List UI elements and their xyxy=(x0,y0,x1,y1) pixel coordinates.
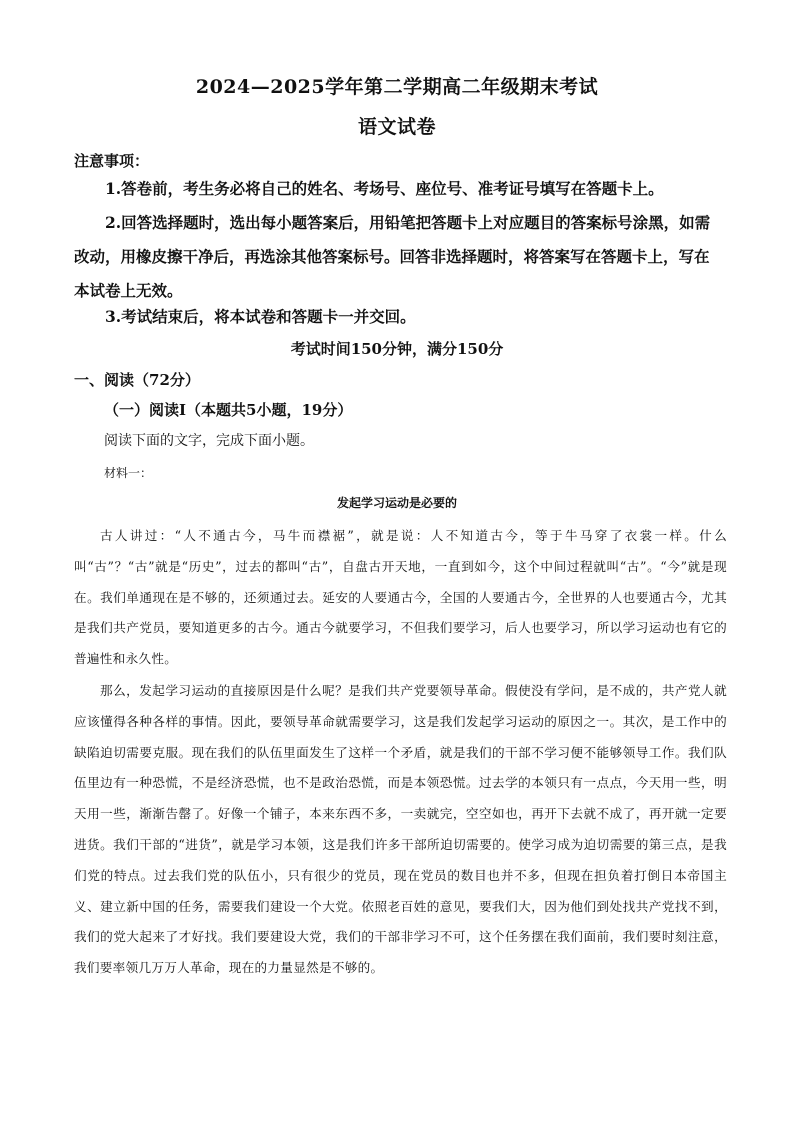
notice-item-1: 1.答卷前，考生务必将自己的姓名、考场号、座位号、准考证号填写在答题卡上。 xyxy=(105,179,664,198)
exam-subtitle: 语文试卷 xyxy=(357,116,436,138)
exam-title: 2024—2025学年第二学期高二年级期末考试 xyxy=(195,76,599,98)
reading-instruction: 阅读下面的文字，完成下面小题。 xyxy=(104,433,314,449)
article-title: 发起学习运动是必要的 xyxy=(336,496,457,510)
notice-item-3: 3.考试结束后，将本试卷和答题卡一并交回。 xyxy=(105,307,416,326)
notice-item-2: 2.回答选择题时，选出每小题答案后，用铅笔把答题卡上对应题目的答案标号涂黑，如需改动，用橡皮擦干净后，再选涂其他答案标号。回答非选择题时，将答案写在答题卡上，写在本试卷上无效。 xyxy=(74,213,711,300)
article-paragraph-2: 那么，发起学习运动的直接原因是什么呢？是我们共产党要领导革命。假使没有学问，是不成的，共产党人就应该懂得各种各样的事情。因此，要领导革命就需要学习，这是我们发起学习运动的原因之一。其次，是工作中的缺陷迫切需要克服。现在我们的队伍里面发生了这样一个矛盾，就是我们的干部不学习便不能够领导工作。我们队伍里边有一种恐慌，不是经济恐慌，也不是政治恐慌，而是本领恐慌。过去学的本领只有一点点，今天用一些，明天用一些，渐渐告罄了。好像一个铺子，本来东西不多，一卖就完，空空如也，再开下去就不成了，再开就一定要进货。我们干部的“进货”，就是学习本领，这是我们许多干部所迫切需要的。使学习成为迫切需要的第三点，是我们党的特点。过去我们党的队伍小，只有很少的党员，现在党员的数目也并不多，但现在担负着打倒日本帝国主义、建立新中国的任务，需要我们建设一个大党。依照老百姓的意见，要我们大，因为他们到处找共产党找不到，我们的党大起来了才好找。我们要建设大党，我们的干部非学习不可，这个任务摆在我们面前，我们要时刻注意，我们要率领几万万人革命，现在的力量显然是不够的。 xyxy=(74,683,727,976)
section-heading-reading: 一、阅读（72分） xyxy=(74,371,200,389)
exam-time-info: 考试时间150分钟，满分150分 xyxy=(290,340,504,358)
article-paragraph-1: 古人讲过：“人不通古今，马牛而襟裾”，就是说：人不知道古今，等于牛马穿了衣裳一样。什么叫“古”？“古”就是“历史”，过去的都叫“古”，自盘古开天地，一直到如今，这个中间过程就叫“古”。“今”就是现在。我们单通现在是不够的，还须通过去。延安的人要通古今，全国的人要通古今，全世界的人也要通古今，尤其是我们共产党员，要知道更多的古今。通古今就要学习，不但我们要学习，后人也要学习，所以学习运动也有它的普遍性和永久性。 xyxy=(74,528,727,667)
subsection-heading-reading-1: （一）阅读Ⅰ（本题共5小题，19分） xyxy=(104,401,353,419)
material-label: 材料一： xyxy=(104,466,153,480)
notice-heading: 注意事项： xyxy=(74,152,150,170)
